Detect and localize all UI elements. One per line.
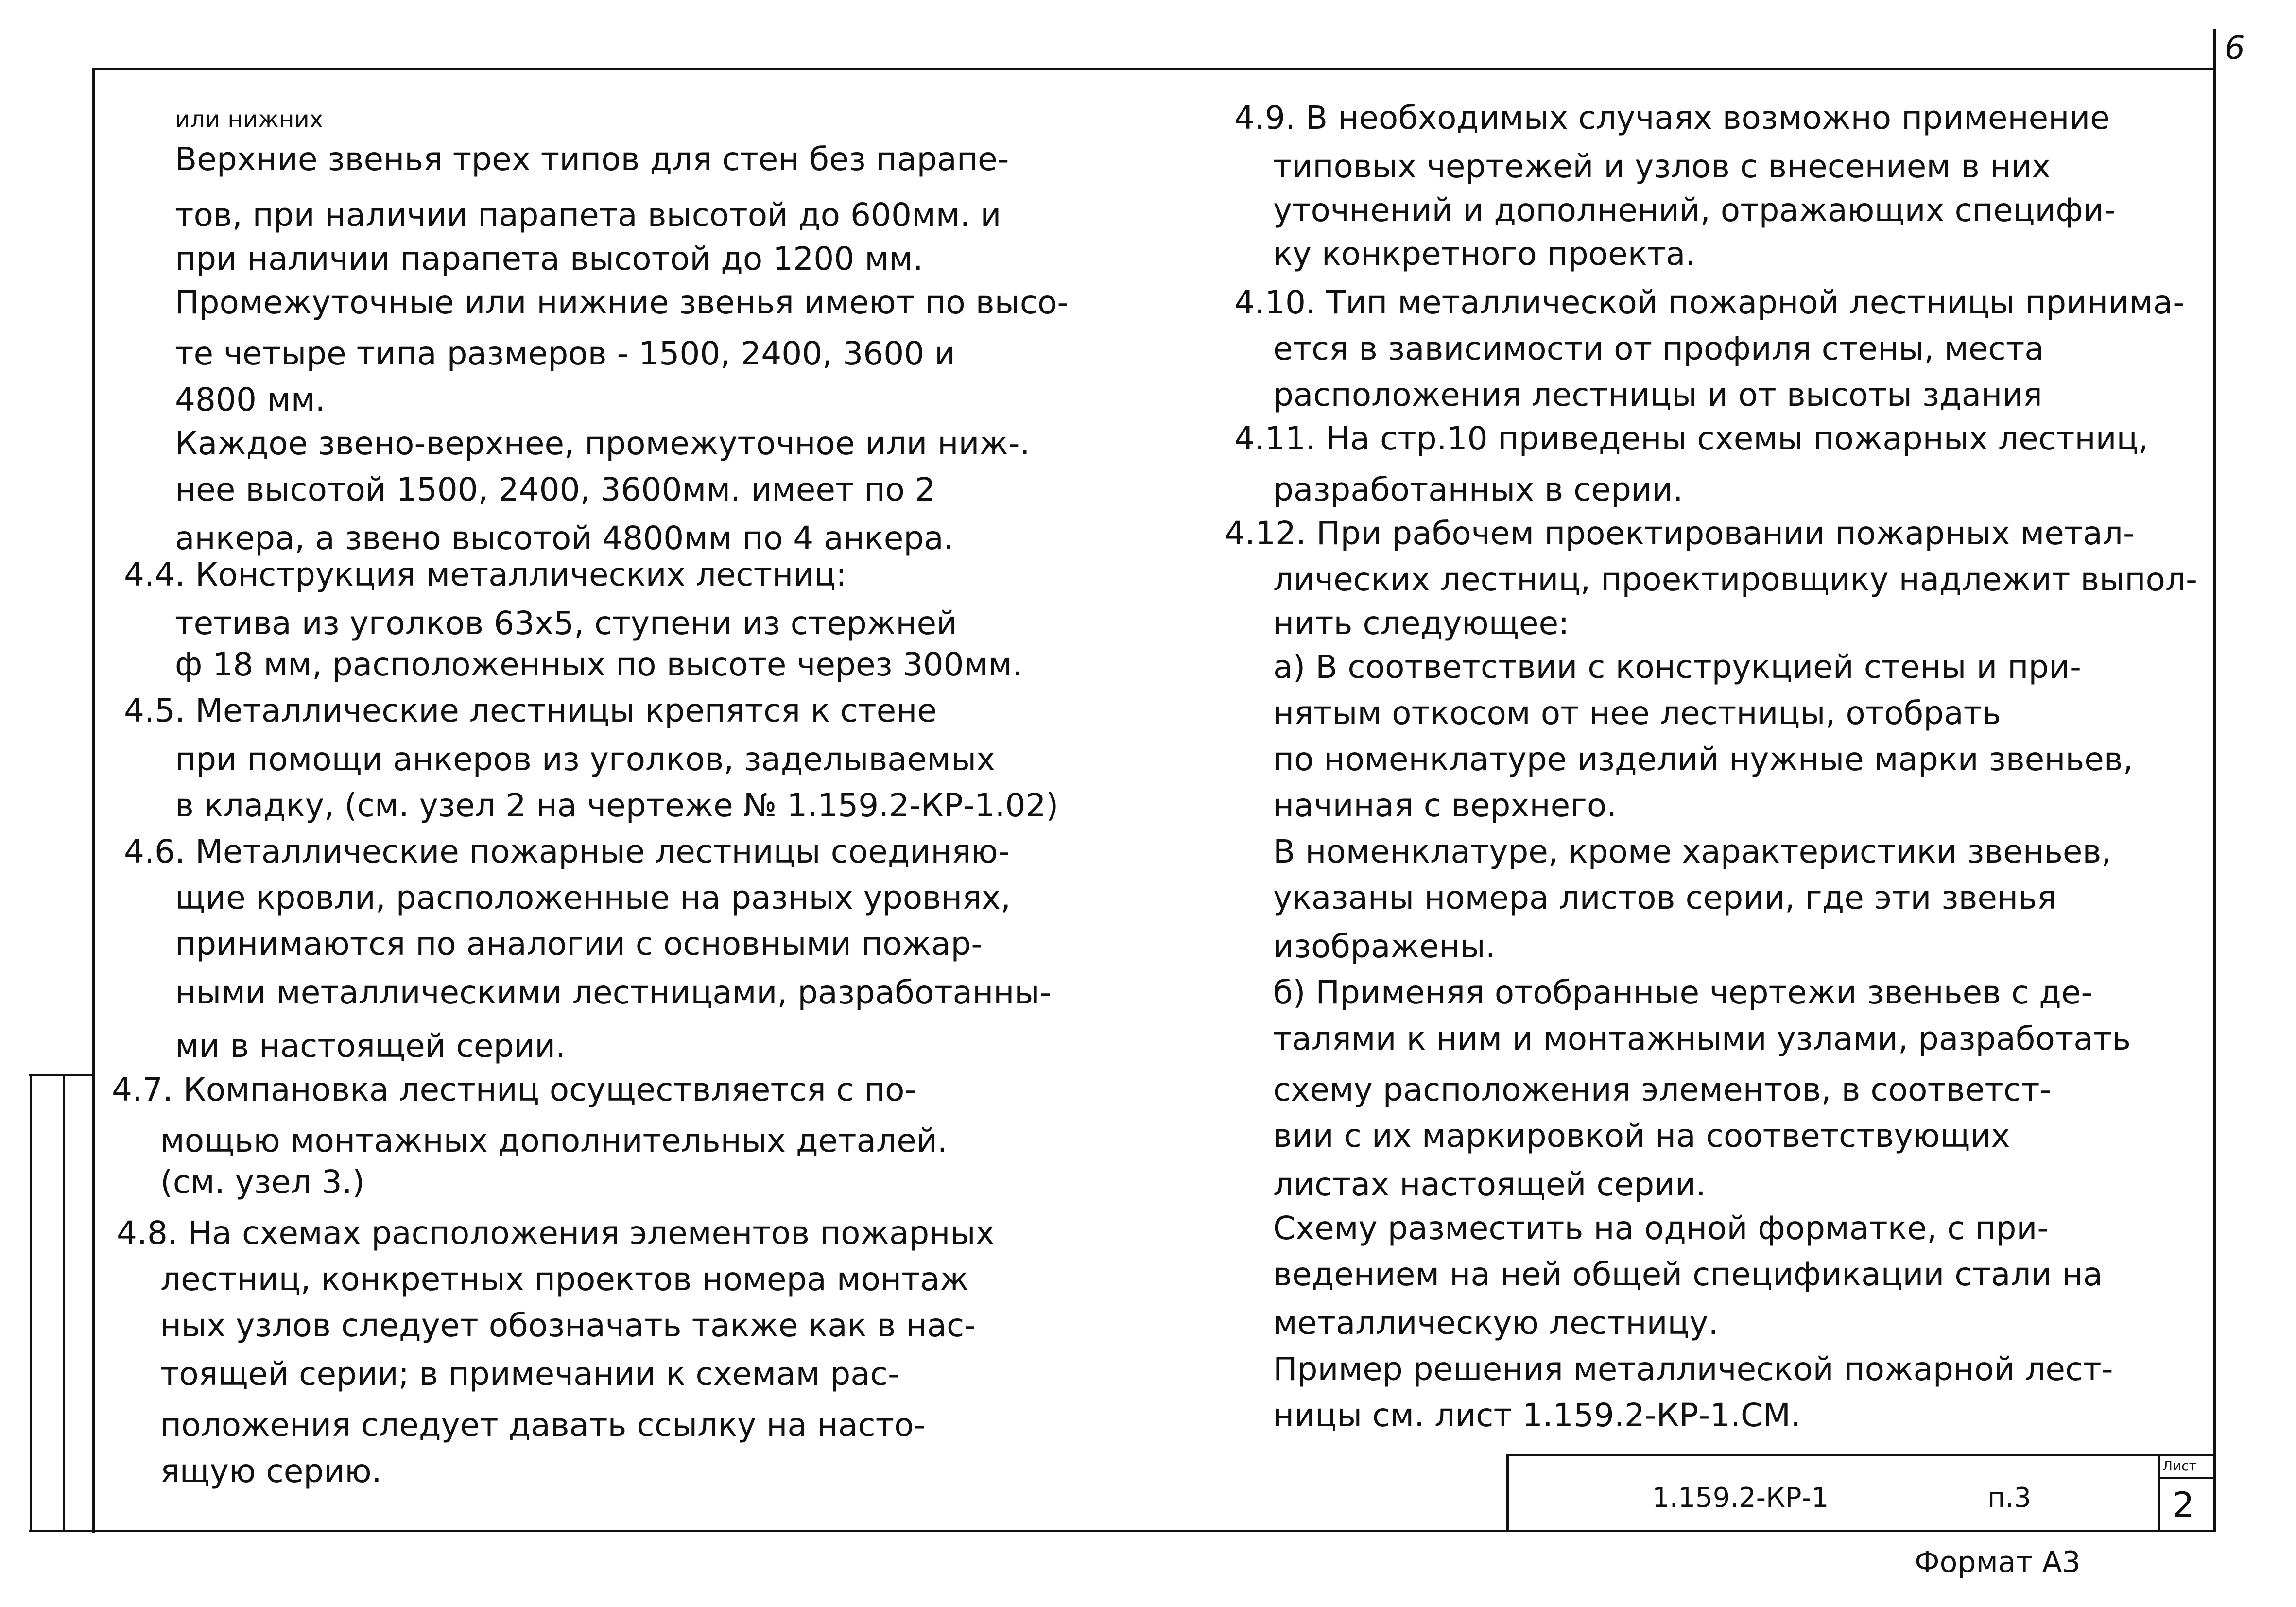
- text-line: лестниц, конкретных проектов номера монтаж: [160, 1261, 969, 1298]
- text-line: ных узлов следует обозначать также как в нас-: [160, 1307, 976, 1344]
- text-line: 4.7. Компановка лестниц осуществляется с по-: [112, 1071, 916, 1108]
- text-line: в кладку, (см. узел 2 на чертеже № 1.159.2-КР-1.02): [175, 787, 1059, 824]
- frame-left-border: [92, 68, 95, 1533]
- text-line: листах настоящей серии.: [1273, 1166, 1706, 1203]
- text-line: указаны номера листов серии, где эти звенья: [1273, 879, 2056, 916]
- text-line: те четыре типа размеров - 1500, 2400, 3600 и: [175, 335, 956, 372]
- text-line: 4.10. Тип металлической пожарной лестницы принима-: [1234, 284, 2185, 321]
- text-line: талями к ним и монтажными узлами, разработать: [1273, 1020, 2131, 1057]
- text-line: тов, при наличии парапета высотой до 600мм. и: [175, 196, 1001, 234]
- sheet-cell-divider: [2158, 1477, 2216, 1479]
- text-line: или нижних: [175, 106, 324, 133]
- text-line: Верхние звенья трех типов для стен без парапе-: [175, 140, 1009, 178]
- text-line: а) В соответствии с конструкцией стены и при-: [1273, 648, 2081, 686]
- frame-top-border: [92, 68, 2216, 70]
- text-line: тетива из уголков 63х5, ступени из стержней: [175, 605, 957, 642]
- text-line: (см. узел 3.): [160, 1163, 365, 1201]
- binding-strip-top: [29, 1074, 95, 1076]
- binding-strip-left: [30, 1074, 32, 1531]
- text-line: расположения лестницы и от высоты здания: [1273, 376, 2042, 414]
- title-block-left: [1506, 1454, 1509, 1531]
- text-line: ящую серию.: [160, 1452, 382, 1490]
- text-line: при наличии парапета высотой до 1200 мм.: [175, 240, 923, 277]
- text-line: лических лестниц, проектировщику надлежит выпол-: [1273, 561, 2197, 598]
- frame-right-border: [2213, 58, 2216, 1531]
- text-line: типовых чертежей и узлов с внесением в них: [1273, 148, 2051, 185]
- text-line: положения следует давать ссылку на насто-: [160, 1406, 926, 1444]
- text-line: вии с их маркировкой на соответствующих: [1273, 1117, 2010, 1155]
- frame-bottom-border: [29, 1530, 2216, 1532]
- text-line: принимаются по аналогии с основными пожар-: [175, 925, 983, 963]
- text-line: Промежуточные или нижние звенья имеют по высо-: [175, 284, 1069, 321]
- page-number-box: [2213, 29, 2269, 68]
- sheet-number: 2: [2172, 1485, 2194, 1525]
- text-line: Схему разместить на одной форматке, с при-: [1273, 1210, 2049, 1247]
- text-line: нее высотой 1500, 2400, 3600мм. имеет по 2: [175, 471, 935, 508]
- text-line: ницы см. лист 1.159.2-КР-1.СМ.: [1273, 1397, 1801, 1434]
- text-line: б) Применяя отобранные чертежи звеньев с де-: [1273, 974, 2093, 1011]
- text-line: по номенклатуре изделий нужные марки звеньев,: [1273, 741, 2133, 778]
- text-line: ется в зависимости от профиля стены, места: [1273, 330, 2044, 367]
- title-block-top: [1506, 1454, 2216, 1456]
- text-line: В номенклатуре, кроме характеристики звеньев,: [1273, 833, 2112, 870]
- text-line: схему расположения элементов, в соответст-: [1273, 1071, 2052, 1108]
- text-line: нить следующее:: [1273, 605, 1570, 642]
- text-line: начиная с верхнего.: [1273, 787, 1617, 824]
- text-line: 4800 мм.: [175, 381, 326, 418]
- text-line: 4.11. На стр.10 приведены схемы пожарных лестниц,: [1234, 420, 2149, 457]
- page-number: 6: [2225, 29, 2245, 67]
- text-line: Пример решения металлической пожарной лест-: [1273, 1350, 2113, 1388]
- text-line: ми в настоящей серии.: [175, 1027, 566, 1065]
- text-line: ф 18 мм, расположенных по высоте через 300мм.: [175, 646, 1023, 683]
- text-line: 4.4. Конструкция металлических лестниц:: [124, 556, 847, 593]
- text-line: 4.9. В необходимых случаях возможно применение: [1234, 99, 2110, 137]
- sheet-label: Лист: [2162, 1458, 2197, 1474]
- text-line: нятым откосом от нее лестницы, отобрать: [1273, 694, 2001, 732]
- text-line: 4.5. Металлические лестницы крепятся к стене: [124, 692, 937, 729]
- format-label: Формат А3: [1915, 1545, 2081, 1579]
- text-line: металлическую лестницу.: [1273, 1304, 1719, 1342]
- text-line: мощью монтажных дополнительных деталей.: [160, 1122, 948, 1159]
- text-line: ку конкретного проекта.: [1273, 235, 1696, 273]
- text-line: 4.6. Металлические пожарные лестницы соединяю-: [124, 833, 1010, 870]
- text-line: ными металлическими лестницами, разработанны-: [175, 974, 1052, 1011]
- text-line: 4.8. На схемах расположения элементов пожарных: [117, 1214, 995, 1252]
- text-line: изображены.: [1273, 928, 1496, 965]
- text-line: щие кровли, расположенные на разных уровнях,: [175, 879, 1011, 916]
- text-line: при помощи анкеров из уголков, заделываемых: [175, 741, 996, 778]
- text-line: тоящей серии; в примечании к схемам рас-: [160, 1355, 899, 1393]
- document-code: 1.159.2-КР-1: [1652, 1482, 1829, 1514]
- section-number: п.3: [1987, 1482, 2032, 1514]
- text-line: анкера, а звено высотой 4800мм по 4 анкера.: [175, 519, 954, 557]
- text-line: ведением на ней общей спецификации стали на: [1273, 1256, 2103, 1293]
- text-line: уточнений и дополнений, отражающих специфи-: [1273, 191, 2116, 229]
- text-line: Каждое звено-верхнее, промежуточное или ниж-.: [175, 425, 1030, 462]
- text-line: 4.12. При рабочем проектировании пожарных метал-: [1225, 515, 2135, 552]
- title-block-divider: [2158, 1454, 2160, 1531]
- text-line: разработанных в серии.: [1273, 471, 1683, 508]
- binding-strip-inner: [63, 1074, 65, 1531]
